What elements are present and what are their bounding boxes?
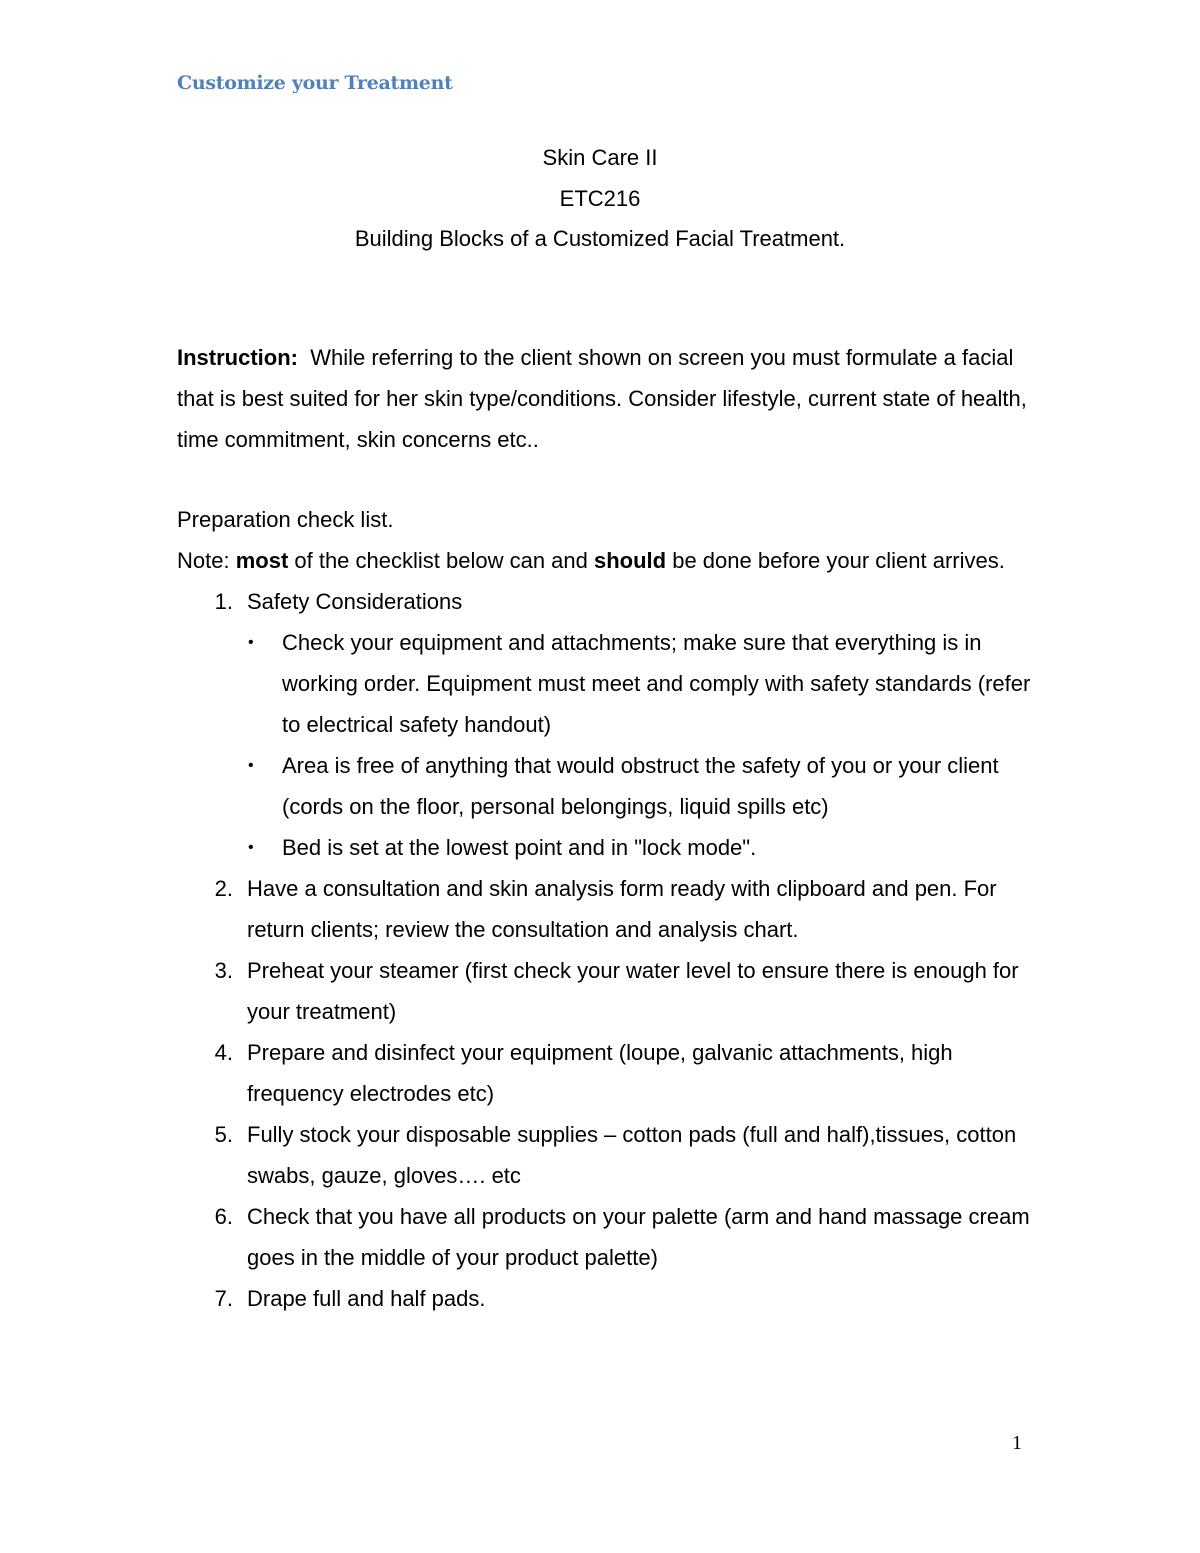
- list-number: 4.: [214, 1040, 233, 1065]
- list-item-text: Fully stock your disposable supplies – cotton pads (full and half),tissues, cotton swabs, gauze, gloves…. etc: [247, 1122, 1017, 1188]
- list-item: [177, 1032, 1037, 1114]
- list-item: [177, 581, 1037, 622]
- list-item: [177, 950, 1037, 1032]
- list-number: 7.: [214, 1286, 233, 1311]
- document-header: Customize your Treatment: [177, 72, 453, 94]
- list-number: 5.: [214, 1122, 233, 1147]
- preparation-section: [177, 499, 1037, 1319]
- bullet-text: Bed is set at the lowest point and in "lock mode".: [282, 835, 757, 860]
- instruction-label: Instruction:: [177, 345, 298, 370]
- checklist: [177, 581, 1037, 1319]
- preparation-note: [177, 540, 1037, 581]
- bullet-item: [177, 827, 1037, 868]
- bullet-icon: •: [248, 839, 254, 856]
- note-emphasis-most: most: [235, 548, 289, 573]
- list-item-text: Drape full and half pads.: [247, 1286, 486, 1311]
- note-emphasis-should: should: [594, 548, 667, 573]
- course-title: Skin Care II: [542, 145, 658, 170]
- list-item: [177, 1114, 1037, 1196]
- document-subtitle: Building Blocks of a Customized Facial Treatment.: [354, 226, 846, 251]
- list-number: 1.: [214, 589, 233, 614]
- list-item: [177, 1196, 1037, 1278]
- list-item-text: Safety Considerations: [247, 589, 463, 614]
- preparation-heading: Preparation check list.: [177, 507, 394, 532]
- note-end: be done before your client arrives.: [666, 548, 1005, 573]
- bullet-text: Area is free of anything that would obstruct the safety of you or your client (cords on the floor, personal belongings, liquid spills etc): [282, 753, 999, 819]
- bullet-text: Check your equipment and attachments; make sure that everything is in working order. Equipment must meet and comply with safety standards (refer to electrical safety handout): [282, 630, 1031, 737]
- list-item: [177, 1278, 1037, 1319]
- instruction-text: While referring to the client shown on screen you must formulate a facial that is best suited for her skin type/conditions. Consider lifestyle, current state of health, time commitment, skin concerns etc..: [177, 345, 1027, 452]
- bullet-item: [177, 745, 1037, 827]
- title-block: [0, 138, 1200, 260]
- page-number: 1: [1012, 1432, 1022, 1454]
- list-item-text: Preheat your steamer (first check your water level to ensure there is enough for your treatment): [247, 958, 1019, 1024]
- bullet-icon: •: [248, 757, 254, 774]
- list-item-text: Have a consultation and skin analysis form ready with clipboard and pen. For return clients; review the consultation and analysis chart.: [247, 876, 997, 942]
- bullet-item: [177, 622, 1037, 745]
- course-code: ETC216: [559, 185, 641, 211]
- instruction-paragraph: [177, 337, 1037, 460]
- list-number: 2.: [214, 876, 233, 901]
- list-number: 3.: [214, 958, 233, 983]
- list-number: 6.: [214, 1204, 233, 1229]
- list-item: [177, 868, 1037, 950]
- list-item-text: Check that you have all products on your palette (arm and hand massage cream goes in the middle of your product palette): [247, 1204, 1030, 1270]
- list-item-text: Prepare and disinfect your equipment (loupe, galvanic attachments, high frequency electrodes etc): [247, 1040, 953, 1106]
- bullet-icon: •: [248, 634, 254, 651]
- note-middle: of the checklist below can and: [288, 548, 594, 573]
- note-prefix: Note:: [177, 548, 236, 573]
